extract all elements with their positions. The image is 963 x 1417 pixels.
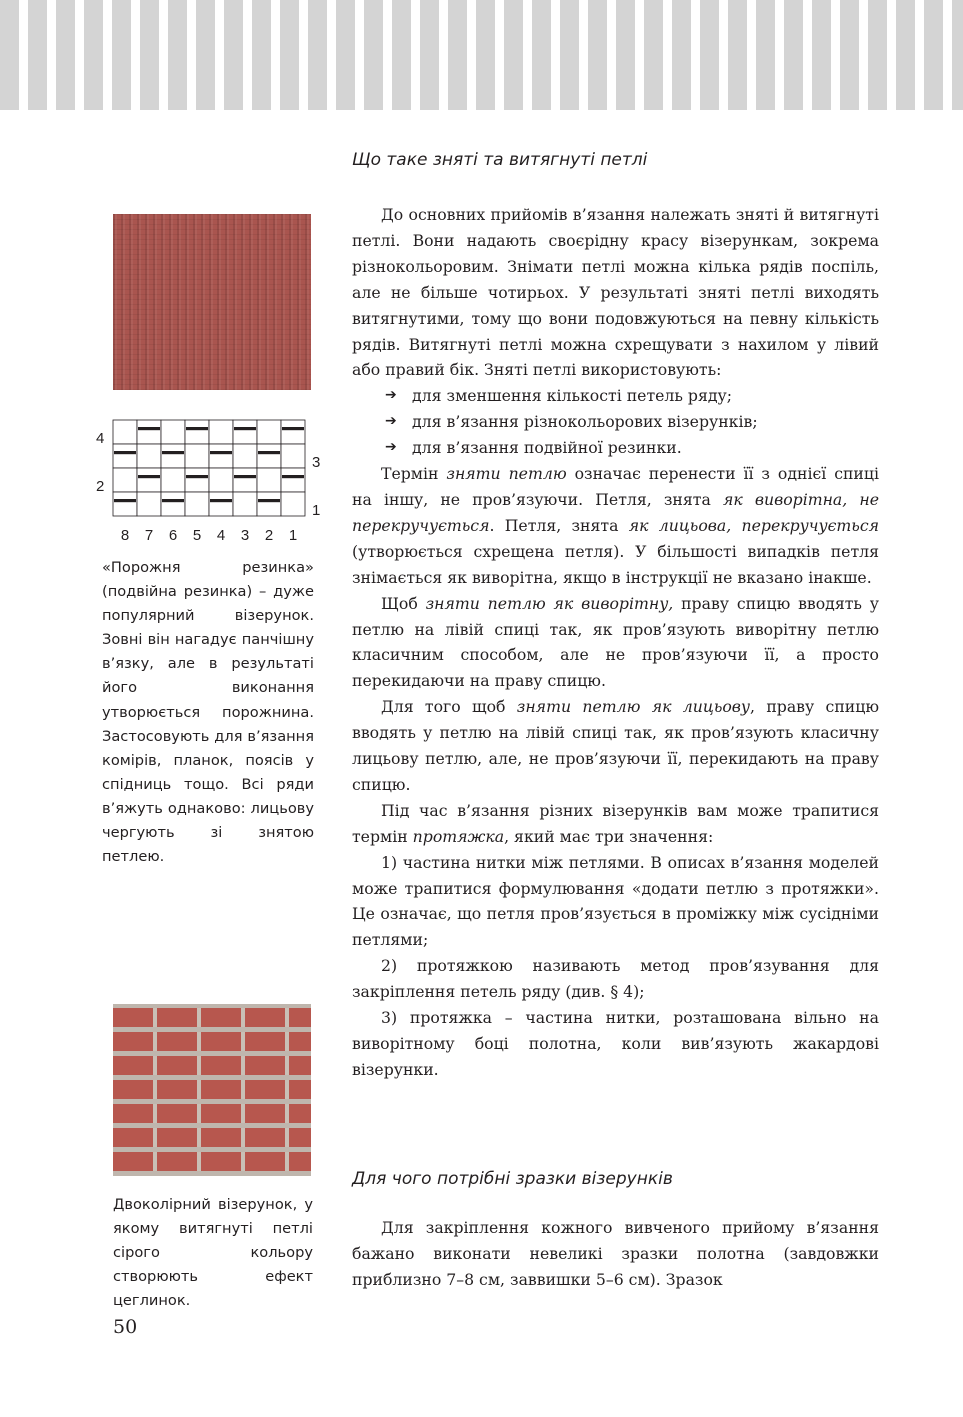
- paragraph: 1) частина нитки між петлями. В описах в’язання моделей може трапитися формулювання «додати петлю з протяжки». Це означає, що петля пров’язується в проміжку між сусідніми петлями;: [352, 852, 879, 950]
- purl-mark: [210, 499, 232, 502]
- chart-cell: [209, 492, 233, 516]
- chart-cell: [233, 444, 257, 468]
- purl-mark: [210, 451, 232, 454]
- paragraph: До основних прийомів в’язання належать зняті й витягнуті петлі. Вони надають своєрідну красу візерункам, зокрема різнокольоровим. Знімати петлі можна кілька рядів поспіль, але не більше чотирьох. У результаті зняті петлі виходять витягнутими, тому що вони подовжуються на певну кількість рядів. Витягнуті петлі можна схрещувати з нахилом у лівий або правий бік. Зняті петлі використовують:: [352, 205, 879, 380]
- chart-column-label: 4: [216, 527, 226, 544]
- purl-mark: [162, 451, 184, 454]
- chart-row-label-right: 3: [312, 454, 321, 471]
- paragraph: Для закріплення кожного вивченого прийому в’язання бажано виконати невеликі зразки полотна (завдовжки приблизно 7–8 см, заввишки 5–6 см). Зразок: [352, 1218, 879, 1289]
- knit-sample-photo-bricks: [113, 1004, 311, 1176]
- chart-cell: [185, 444, 209, 468]
- purl-mark: [258, 499, 280, 502]
- chart-cell: [113, 444, 137, 468]
- chart-cell: [257, 444, 281, 468]
- section-body: [352, 1215, 879, 1293]
- chart-column-label: 6: [168, 527, 178, 544]
- list-item: ➔ для в’язання подвійної резинки.: [386, 435, 879, 461]
- paragraph: Під час в’язання різних візерунків вам може трапитися термін протяжка, який має три значення:: [352, 800, 879, 846]
- chart-cell: [257, 420, 281, 444]
- section-body: [352, 202, 879, 1083]
- bullet-list: [352, 383, 879, 461]
- purl-mark: [258, 451, 280, 454]
- chart-cell: [185, 420, 209, 444]
- chart-cell: [257, 468, 281, 492]
- paragraph: 3) протяжка – частина нитки, розташована вільно на виворітному боці полотна, коли вив’язують жакардові візерунки.: [352, 1008, 879, 1079]
- paragraph: Термін зняти петлю означає перенести її з однієї спиці на іншу, не пров’язуючи. Петля, знята як виворітна, не перекручується. Петля, знята як лицьова, перекручується (утворюється схрещена петля). У більшості випадків петля знімається як виворітна, якщо в інструкції не вказано інакше.: [352, 464, 880, 587]
- chart-cell: [161, 420, 185, 444]
- chart-cell: [137, 420, 161, 444]
- purl-mark: [186, 475, 208, 478]
- section-heading: Що таке зняті та витягнуті петлі: [352, 150, 648, 170]
- chart-cell: [281, 468, 305, 492]
- purl-mark: [234, 427, 256, 430]
- chart-cell: [233, 492, 257, 516]
- paragraph: Для того щоб зняти петлю як лицьову, праву спицю вводять у петлю на лівій спиці так, як пров’язують класичну лицьову петлю, але, не пров’язуючи її, перекидають на праву спицю.: [352, 697, 879, 794]
- chart-cell: [281, 492, 305, 516]
- chart-cell: [113, 420, 137, 444]
- chart-cell: [209, 468, 233, 492]
- list-item: ➔ для зменшення кількості петель ряду;: [386, 383, 879, 409]
- chart-cell: [233, 468, 257, 492]
- page-number: 50: [113, 1316, 138, 1338]
- chart-cell: [209, 444, 233, 468]
- chart-column-label: 7: [144, 527, 154, 544]
- chart-row-label-left: 4: [96, 430, 105, 447]
- chart-column-label: 8: [120, 527, 130, 544]
- chart-row-label-left: 2: [96, 478, 105, 495]
- chart-cell: [161, 444, 185, 468]
- purl-mark: [162, 499, 184, 502]
- photo-caption: Двоколірний візерунок, у якому витягнуті петлі сірого кольору створюють ефект цеглинок.: [113, 1196, 313, 1310]
- chart-cell: [161, 468, 185, 492]
- chart-cell: [137, 468, 161, 492]
- chart-cell: [161, 492, 185, 516]
- purl-mark: [138, 427, 160, 430]
- knit-sample-photo-red: [113, 214, 311, 390]
- paragraph: Щоб зняти петлю як виворітну, праву спицю вводять у петлю на лівій спиці так, як пров’язують виворітну петлю класичним способом, але не пров’язуючи її, а просто перекидаючи на праву спицю.: [352, 593, 879, 691]
- chart-column-label: 3: [240, 527, 250, 544]
- chart-column-labels: [121, 527, 297, 544]
- chart-cell: [233, 420, 257, 444]
- list-item: ➔ для в’язання різнокольорових візерунків;: [386, 409, 879, 435]
- chart-caption: «Порожня резинка» (подвійна резинка) – дуже популярний візерунок. Зовні він нагадує панчішну в’язку, але в результаті його виконання утворюється порожнина. Застосовують для в’язання комірів, планок, поясів у спідниць тощо. Всі ряди в’яжуть однаково: лицьову чергують зі знятою петлею.: [102, 559, 314, 866]
- chart-cell: [137, 492, 161, 516]
- chart-column-label: 5: [192, 527, 202, 544]
- purl-mark: [282, 475, 304, 478]
- section-heading: Для чого потрібні зразки візерунків: [352, 1169, 673, 1189]
- chart-cell: [113, 492, 137, 516]
- chart-row-label-right: 1: [312, 502, 321, 519]
- chart-cell: [185, 468, 209, 492]
- chart-column-label: 1: [288, 527, 298, 544]
- purl-mark: [114, 499, 136, 502]
- purl-mark: [186, 427, 208, 430]
- chart-cell: [281, 420, 305, 444]
- paragraph: 2) протяжкою називають метод пров’язування для закріплення петель ряду (див. § 4);: [352, 956, 879, 1002]
- chart-cell: [185, 492, 209, 516]
- decorative-header-stripes: [0, 0, 963, 110]
- purl-mark: [114, 451, 136, 454]
- chart-column-label: 2: [264, 527, 274, 544]
- chart-cell: [257, 492, 281, 516]
- chart-cell: [209, 420, 233, 444]
- chart-cell: [113, 468, 137, 492]
- knitting-chart: [90, 418, 330, 546]
- arrow-icon: ➔: [385, 439, 397, 456]
- chart-cell: [281, 444, 305, 468]
- arrow-icon: ➔: [385, 413, 397, 430]
- purl-mark: [282, 427, 304, 430]
- chart-cell: [137, 444, 161, 468]
- arrow-icon: ➔: [385, 387, 397, 404]
- purl-mark: [138, 475, 160, 478]
- purl-mark: [234, 475, 256, 478]
